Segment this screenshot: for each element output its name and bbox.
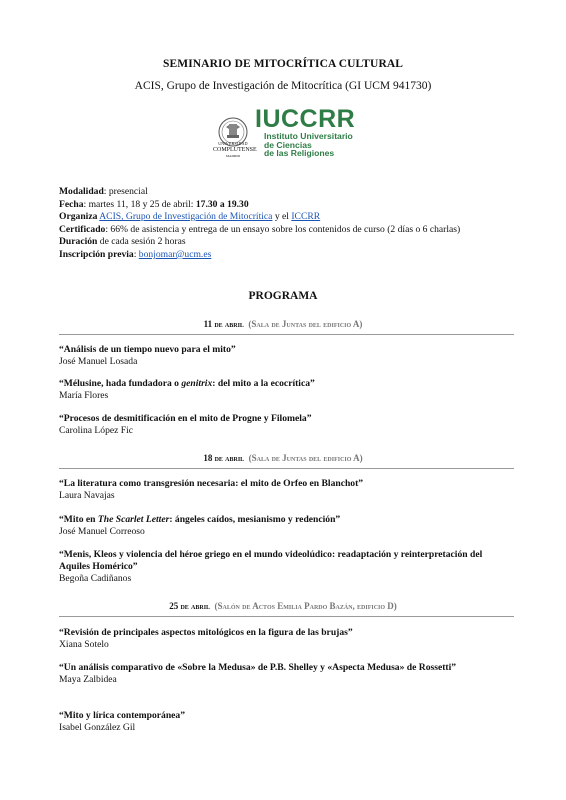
talk-item: “La literatura como transgresión necesaria: el mito de Orfeo en Blanchot” Laura Navajas [59,478,364,502]
day-header-25: 25 de abril (Salón de Actos Emilia Pardo Bazán, edificio D) [169,601,397,611]
programa-heading: PROGRAMA [248,290,318,302]
acis-link[interactable]: ACIS, Grupo de Investigación de Mitocrítica [99,211,273,223]
page-title: SEMINARIO DE MITOCRÍTICA CULTURAL [162,58,404,70]
talk-item: “Mélusine, hada fundadora o genitrix: del mito a la ecocrítica” María Flores [59,378,315,402]
logos-banner [213,105,363,160]
info-modalidad: Modalidad: presencial [59,186,148,197]
info-organiza: Organiza ACIS, Grupo de Investigación de Mitocrítica y el ICCRR [59,211,321,223]
info-inscripcion: Inscripción previa: bonjomar@ucm.es [59,248,212,260]
page-subtitle: ACIS, Grupo de Investigación de Mitocrítica (GI UCM 941730) [134,80,432,92]
talk-item: “Menis, Kleos y violencia del héroe griego en el mundo videolúdico: readaptación y reinterpretación del Aquiles Homérico” Begoña Cadiñanos [59,549,483,585]
info-duracion: Duración de cada sesión 2 horas [59,236,186,248]
talk-item: “Un análisis comparativo de «Sobre la Medusa» de P.B. Shelley y «Aspecta Medusa» de Rossetti” Maya Zalbidea [59,662,457,686]
talk-item: “Procesos de desmitificación en el mito de Progne y Filomela” Carolina López Fic [59,413,312,437]
info-fecha: Fecha: martes 11, 18 y 25 de abril: 17.30 a 19.30 [59,198,249,210]
seminar-info [59,186,514,262]
iuccrr-acronym: IUCCRR [255,105,356,133]
day-header-18: 18 de abril (Sala de Juntas del edificio A) [203,453,363,463]
iuccrr-fullname: Instituto Universitario de Ciencias de las Religiones [264,131,353,159]
talk-item: “Análisis de un tiempo nuevo para el mito” José Manuel Losada [59,344,236,368]
iccrr-link[interactable]: ICCRR [291,211,321,223]
talk-item: “Mito y lírica contemporánea” Isabel González Gil [59,710,186,734]
day-header-11: 11 de abril (Sala de Juntas del edificio A) [203,319,363,329]
info-certificado: Certificado: 66% de asistencia y entrega de un ensayo sobre los contenidos de curso (2 días o 6 charlas) [59,223,461,235]
section-divider [59,616,514,617]
ucm-wordmark: UNIVERSIDAD COMPLUTENSE MADRID [213,141,257,158]
section-divider [59,468,514,469]
talk-item: “Mito en The Scarlet Letter: ángeles caídos, mesianismo y redención” José Manuel Correoso [59,514,341,538]
section-divider [59,334,514,335]
talk-item: “Revisión de principales aspectos mitológicos en la figura de las brujas” Xiana Sotelo [59,627,353,651]
email-link[interactable]: bonjomar@ucm.es [138,248,212,260]
